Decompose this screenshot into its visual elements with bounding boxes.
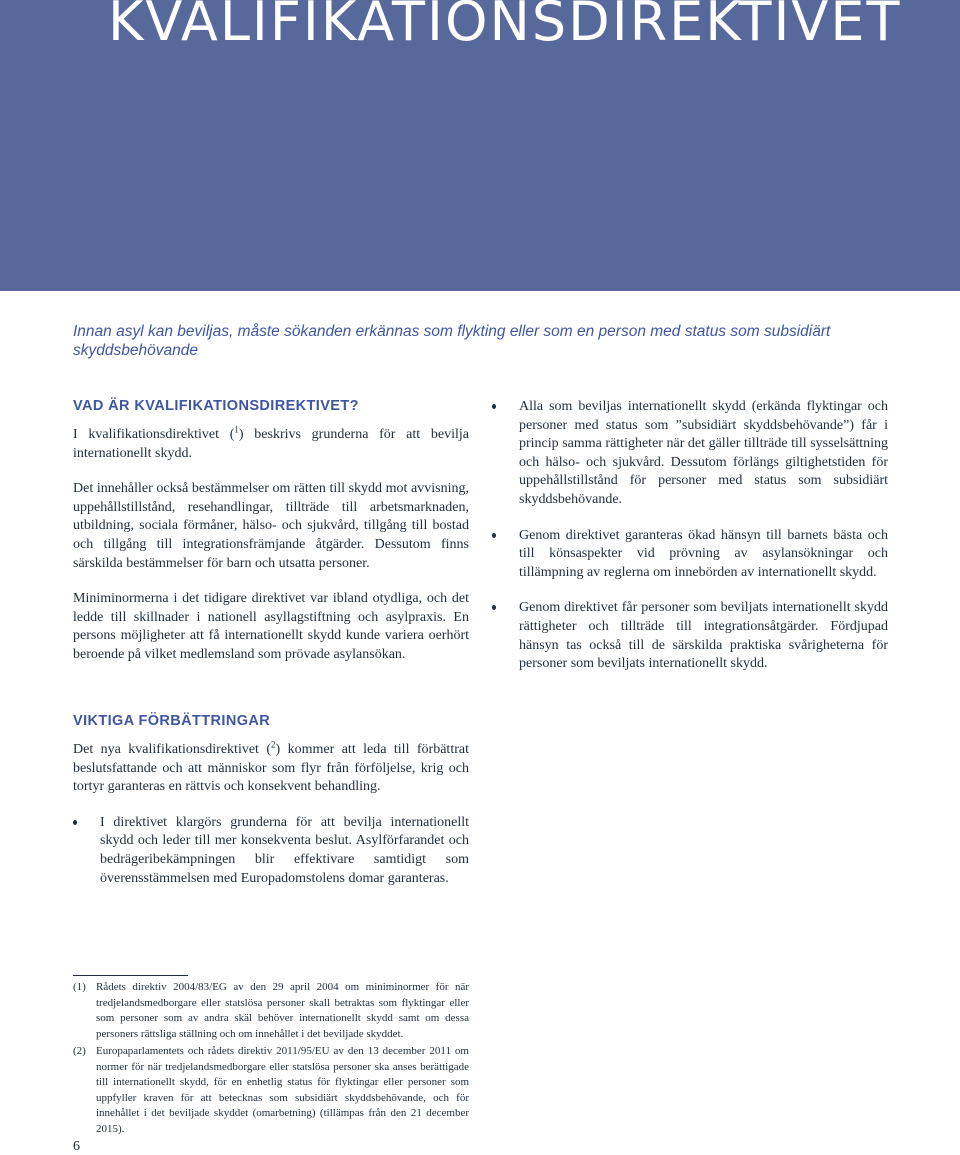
page-title: KVALIFIKATIONSDIREKTIVET xyxy=(108,0,902,53)
list-item-text: Genom direktivet får personer som beviljats internationellt skydd rättigheter och tillträde till integrationsåtgärder. Fördjupad hänsyn tas också till de särskilda praktiska svårigheterna för personer som beviljats internationellt skydd. xyxy=(519,600,888,672)
footnote-text: Europaparlamentets och rådets direktiv 2011/95/EU av den 13 december 2011 om normer för när tredjelandsmedborgare eller statslösa personer ska anses berättigade till internationellt skydd, för en enhetlig status för flyktingar eller personer som uppfyller kraven för att betecknas som subsidiärt skyddsbehövande, och för innehållet i det beviljade skyddet (omarbetning) (tillämpas från den 21 december 2015). xyxy=(96,1045,469,1135)
paragraph-minimum-standards: Miniminormerna i det tidigare direktivet var ibland otydliga, och det ledde till skillnader i nationell asyllagstiftning och asylpraxis. En persons möjligheter att få internationellt skydd kunde variera oerhört beroende på vilket medlemsland som prövade asylansökan. xyxy=(73,591,469,662)
right-column xyxy=(492,398,888,691)
bullet-icon xyxy=(492,533,496,538)
improvements-list xyxy=(492,398,888,674)
list-item-text: Genom direktivet garanteras ökad hänsyn till barnets bästa och till könsaspekter vid prövning av asylansökningar och tillämpning av reglerna om innebörden av internationellt skydd. xyxy=(519,527,888,580)
footnote-divider xyxy=(73,975,188,976)
footnotes xyxy=(73,980,469,1137)
section-improvements xyxy=(73,713,469,905)
list-item xyxy=(492,527,888,583)
list-item xyxy=(492,599,888,673)
paragraph-text: ) beskrivs grunderna för att bevilja internationellt skydd. xyxy=(73,427,469,461)
footnote-number: (1) xyxy=(73,981,86,993)
improvements-list-left xyxy=(73,814,469,888)
footnote-ref-1[interactable]: 1 xyxy=(234,424,239,435)
intro-subtitle: Innan asyl kan beviljas, måste sökanden erkännas som flykting eller som en person med status som subsidiärt skyddsbehövande xyxy=(73,323,831,359)
list-item xyxy=(73,814,469,888)
paragraph-intro xyxy=(73,426,469,463)
bullet-icon xyxy=(492,404,496,409)
section-heading-what-is: VAD ÄR KVALIFIKATIONSDIREKTIVET? xyxy=(73,398,359,414)
bullet-icon xyxy=(492,605,496,610)
page-number: 6 xyxy=(73,1139,80,1154)
header-banner xyxy=(0,0,960,291)
footnote-text: Rådets direktiv 2004/83/EG av den 29 april 2004 om miniminormer för när tredjelandsmedborgare eller statslösa personer skall betraktas som flyktingar eller som personer som av andra skäl behöver internationellt skydd samt om dessa personers rättsliga ställning och om innehållet i det beviljade skyddet. xyxy=(96,981,469,1040)
paragraph-text: Det nya kvalifikationsdirektivet ( xyxy=(73,742,272,757)
footnote-1 xyxy=(73,980,469,1042)
paragraph-new-directive xyxy=(73,741,469,797)
paragraph-provisions: Det innehåller också bestämmelser om rätten till skydd mot avvisning, uppehållstillstånd, resehandlingar, tillträde till arbetsmarknaden, utbildning, sociala förmåner, hälso- och sjukvård, tillgång till bostad och tillgång till integrationsfrämjande åtgärder. Dessutom finns särskilda bestämmelser för barn och utsatta personer. xyxy=(73,481,469,571)
footnote-ref-2[interactable]: 2 xyxy=(271,739,276,750)
list-item-text: I direktivet klargörs grunderna för att bevilja internationellt skydd och leder till mer konsekventa beslut. Asylförfarandet och bedrägeribekämpningen blir effektivare samtidigt som överensstämmelsen med Europadomstolens domar garanteras. xyxy=(100,814,469,886)
section-heading-improvements: VIKTIGA FÖRBÄTTRINGAR xyxy=(73,713,271,729)
footnote-2 xyxy=(73,1044,469,1137)
list-item xyxy=(492,398,888,510)
left-column xyxy=(73,398,469,682)
bullet-icon xyxy=(73,820,77,825)
paragraph-text: ) kommer att leda till förbättrat beslutsfattande och att människor som flyr från förföljelse, krig och tortyr garanteras en rättvis och konsekvent behandling. xyxy=(73,742,469,795)
paragraph-text: I kvalifikationsdirektivet ( xyxy=(73,427,235,442)
footnote-number: (2) xyxy=(73,1045,86,1057)
list-item-text: Alla som beviljas internationellt skydd (erkända flyktingar och personer med status som ”subsidiärt skyddsbehövande”) får i princip samma rättigheter när det gäller tillträde till sysselsättning och hälso- och sjukvård. Dessutom förlängs giltighetstiden för uppehållstillstånd för personer med status som subsidiärt skyddsbehövande. xyxy=(519,399,888,507)
